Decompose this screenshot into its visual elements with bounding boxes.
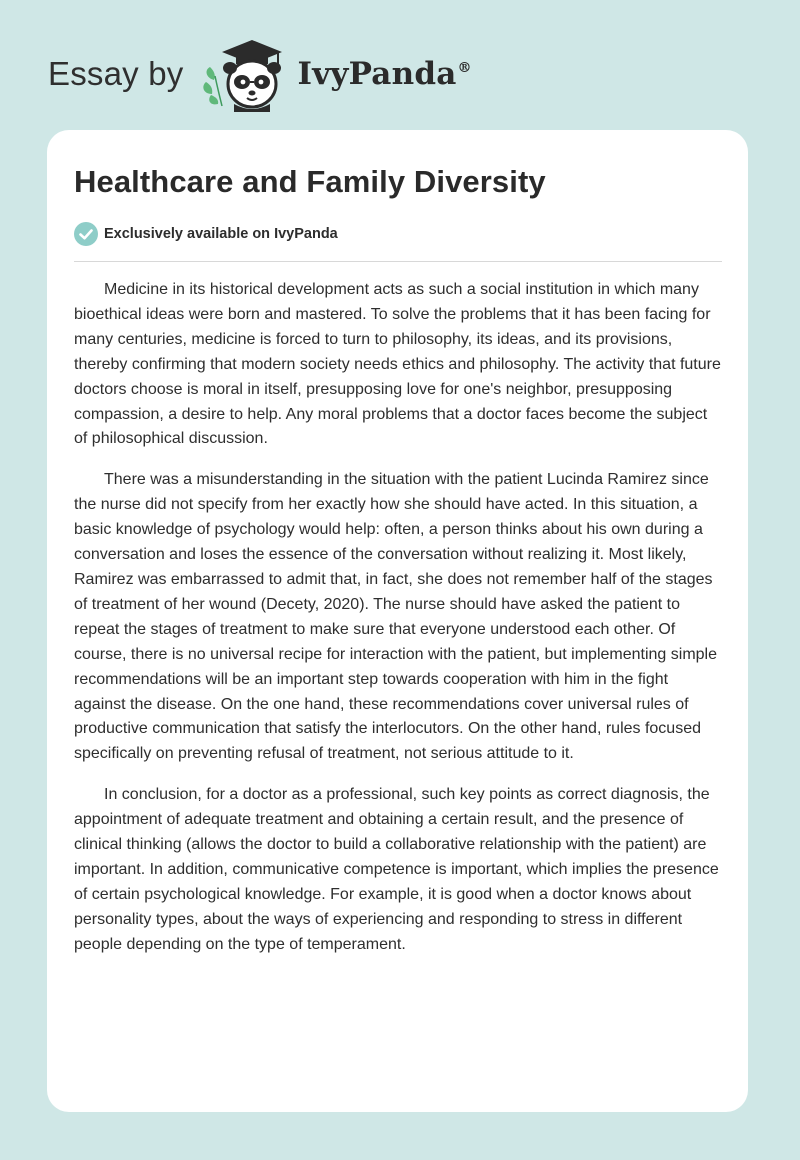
exclusive-badge-label: Exclusively available on IvyPanda (104, 226, 338, 242)
ivy-leaf-icon (203, 67, 222, 106)
brand-name (298, 56, 472, 92)
registered-mark: ® (457, 60, 472, 76)
ivypanda-logo-link[interactable] (200, 34, 472, 114)
page-title: Healthcare and Family Diversity (74, 164, 546, 199)
essay-by-label: Essay by (48, 55, 184, 92)
panda-graduate-icon (200, 34, 292, 114)
brand-name-text: IvyPanda (297, 56, 457, 92)
divider (74, 261, 722, 262)
check-circle-icon (74, 222, 98, 246)
paragraph: There was a misunderstanding in the situation with the patient Lucinda Ramirez since the nurse did not specify from her exactly how she should have acted. In this situation, a basic knowledge of psychology would help: often, a person thinks about his own during a conversation and loses the essence of the conversation without realizing it. Most likely, Ramirez was embarrassed to admit that, in fact, she does not remember half of the stages of treatment of her wound (Decety, 2020). The nurse should have asked the patient to repeat the stages of treatment to make sure that everyone understood each other. Of course, there is no universal recipe for interaction with the patient, but implementing simple recommendations will be an important step towards cooperation with him in the fight against the disease. On the one hand, these recommendations cover universal rules of productive communication that satisfy the interlocutors. On the other hand, rules focused specifically on preventing refusal of treatment, not serious attitude to it. (74, 471, 717, 763)
paragraph: Medicine in its historical development acts as such a social institution in which many bioethical ideas were born and mastered. To solve the problems that it has been facing for many centuries, medicine is forced to turn to philosophy, its ideas, and its provisions, thereby confirming that modern society needs ethics and philosophy. The activity that future doctors choose is moral in itself, presupposing love for one's neighbor, presupposing compassion, a desire to help. Any moral problems that a doctor faces become the subject of philosophical discussion. (74, 281, 721, 448)
essay-card (47, 130, 748, 1112)
essay-body (74, 278, 724, 974)
exclusive-badge (74, 222, 338, 246)
paragraph: In conclusion, for a doctor as a professional, such key points as correct diagnosis, the appointment of adequate treatment and obtaining a certain result, and the presence of clinical thinking (allows the doctor to build a collaborative relationship with the patient) are important. In addition, communicative competence is important, which implies the presence of certain psychological knowledge. For example, it is good when a doctor knows about personality types, about the ways of experiencing and responding to stress in different people depending on the type of temperament. (74, 786, 719, 953)
brand-header (48, 34, 472, 114)
